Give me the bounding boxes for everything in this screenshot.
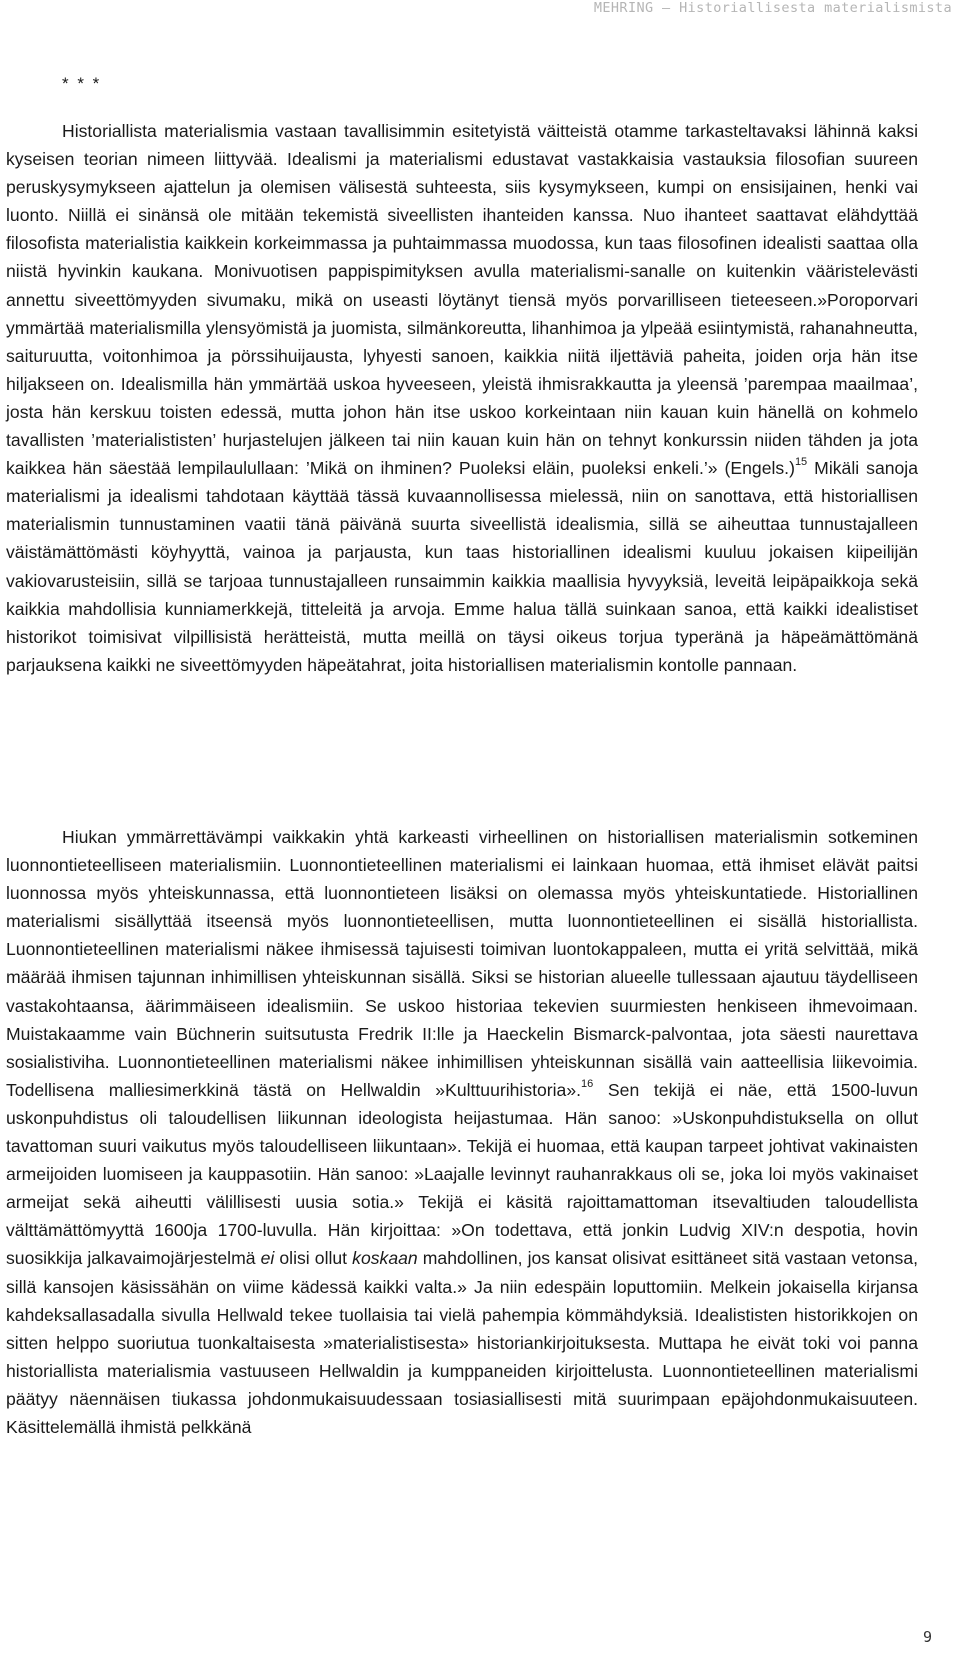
paragraph-text-segment: olisi ollut xyxy=(274,1248,353,1269)
footnote-reference[interactable]: 15 xyxy=(794,456,808,469)
paragraph-text xyxy=(6,823,918,1441)
section-separator: * * * xyxy=(62,74,102,93)
page-number: 9 xyxy=(922,1628,932,1646)
paragraph-text xyxy=(6,117,918,679)
paragraph-text-segment: Historiallista materialismia vastaan tavallisimmin esitetyistä väitteistä otamme tarkasteltavaksi lähinnä kaksi kyseisen teorian nimeen liittyvää. Idealismi ja materialismi edustavat vastakkaisia vastauksia filosofian suureen peruskysymykseen ajattelun ja olemisen välisestä suhteesta, siis kysymykseen, kumpi on ensisijainen, henki vai luonto. Niillä ei sinänsä ole mitään tekemistä siveellisten ihanteiden kanssa. Nuo ihanteet saattavat elähdyttää filosofista materialistia kaikkein korkeimmassa ja puhtaimmassa muodossa, kun taas filosofinen idealisti saattaa olla niistä hyvinkin kaukana. Monivuotisen pappispimityksen avulla materialismi-sanalle on kuitenkin vääristelevästi annettu siveettömyyden sivumaku, mikä on useasti löytänyt tiensä myös porvarilliseen tieteeseen.»Poroporvari ymmärtää materialismilla ylensyömistä ja juomista, silmänkoreutta, lihanhimoa ja ylpeää esiintymistä, rahanahneutta, saituruutta, voitonhimoa ja pörssihuijausta, lyhyesti sanoen, kaikkia niitä iljettäviä paheita, joiden orja hän itse hiljakseen on. Idealismilla hän ymmärtää uskoa hyveeseen, yleistä ihmisrakkautta ja yleensä ’parempaa maailmaa’, josta hän kerskuu toisten edessä, mutta johon hän itse uskoo korkeintaan niin kauan kuin hänellä on kohmelo tavallisten ’materialististen’ hurjastelujen jälkeen tai niin kauan kuin hän on tehnyt konkurssin niiden tähden ja jota kaikkea hän säestää lempilaulullaan: ’Mikä on ihminen? Puoleksi eläin, puoleksi enkeli.’» (Engels.) xyxy=(6,121,918,479)
paragraph-text-segment: Hiukan ymmärrettävämpi vaikkakin yhtä karkeasti virheellinen on historiallisen materialismin sotkeminen luonnontieteelliseen materialismiin. Luonnontieteellinen materialismi ei lainkaan huomaa, että ihmiset elävät paitsi luonnossa myös yhteiskunnassa, että luonnontieteen lisäksi on olemassa myös yhteiskuntatiede. Historiallinen materialismi sisällyttää itseensä myös luonnontieteellisen, mutta luonnontieteellinen ei sisällä historiallista. Luonnontieteellinen materialismi näkee ihmisessä tajuisesti toimivan luontokappaleen, mutta ei yritä selvittää, mikä määrää ihmisen tajunnan inhimillisen yhteiskunnan sisällä. Siksi se historian alueelle tullessaan ajautuu täydelliseen vastakohtaansa, äärimmäiseen idealismiin. Se uskoo historiaa tekevien suurmiesten henkiseen ihmevoimaan. Muistakaamme vain Büchnerin suitsutusta Fredrik II:lle ja Haeckelin Bismarck-palvontaa, jota säesti naurettava sosialistiviha. Luonnontieteellinen materialismi näkee inhimillisen yhteiskunnan sisällä vain aatteellisia liikevoimia. Todellisena malliesimerkkinä tästä on Hellwaldin »Kulttuurihistoria». xyxy=(6,827,918,1100)
emphasis-text: ei xyxy=(260,1248,275,1269)
paragraph-text-segment: Mikäli sanoja materialismi ja idealismi tahdotaan käyttää tässä kuvaannollisessa mielessä, niin on sanottava, että historiallisen materialismin tunnustaminen vaatii tänä päivänä suurta siveellistä idealismia, sillä se aiheuttaa tunnustajalleen väistämättömästi köyhyyttä, vainoa ja parjausta, kun taas historiallinen idealismi kuuluu jokaisen kiipeilijän vakiovarusteisiin, sillä se tarjoaa tunnustajalleen runsaimmin kaikkia maallisia hyvyyksiä, leveitä leipäpaikkoja sekä kaikkia mahdollisia kunniamerkkejä, titteleitä ja arvoja. Emme halua tällä suinkaan sanoa, että kaikki idealistiset historikot toimisivat vilpillisistä herätteistä, mutta meillä on täysi oikeus torjua typeränä ja häpeämättömänä parjauksena kaikki ne siveettömyyden häpeätahrat, joita historiallisen materialismin kontolle pannaan. xyxy=(6,458,918,675)
running-header: MEHRING – Historiallisesta materialismista xyxy=(593,0,952,16)
footnote-reference[interactable]: 16 xyxy=(581,1077,594,1090)
emphasis-text: koskaan xyxy=(352,1248,418,1269)
paragraph-text-segment: Sen tekijä ei näe, että 1500-luvun uskonpuhdistus oli taloudellisen liikunnan ideologista heijastumaa. Hän sanoo: »Uskonpuhdistuksella on ollut tavattoman suuri vaikutus myös taloudelliseen liikuntaan». Tekijä ei huomaa, että kaupan tarpeet johtivat vakinaisten armeijoiden luomiseen ja kauppasotiin. Hän sanoo: »Laajalle levinnyt rauhanrakkaus oli se, joka loi myös vakinaiset armeijat sekä aiheutti välillisesti uusia sotia.» Tekijä ei käsitä rajoittamattoman itsevaltiuden taloudellista välttämättömyyttä 1600ja 1700-luvulla. Hän kirjoittaa: »On todettava, että jonkin Ludvig XIV:n despotia, hovin suosikkija jalkavaimojärjestelmä xyxy=(6,1079,918,1269)
paragraph-text-segment: mahdollinen, jos kansat olisivat esittäneet sitä vastaan vetonsa, sillä kansojen käsissähän on viime kädessä kaikki valta.» Ja niin edespäin loputtomiin. Melkein jokaisella kirjansa kahdeksallasadalla sivulla Hellwald tekee tuollaisia tai vielä pahempia kömmähdyksiä. Idealististen historikkojen on sitten helppo suoriutua tuonkaltaisesta »materialistisesta» historiankirjoituksesta. Muttapa he eivät toki voi panna historiallista materialismia vastuuseen Hellwaldin ja kumppaneiden kirjoittelusta. Luonnontieteellinen materialismi päätyy näennäisen tiukassa johdonmukaisuudessaan tosiasiallisesti mitä suurimpaan epäjohdonmukaisuuteen. Käsittelemällä ihmistä pelkkänä xyxy=(6,1248,918,1437)
body-paragraph-2 xyxy=(0,823,918,1441)
body-paragraph-1 xyxy=(0,117,918,679)
